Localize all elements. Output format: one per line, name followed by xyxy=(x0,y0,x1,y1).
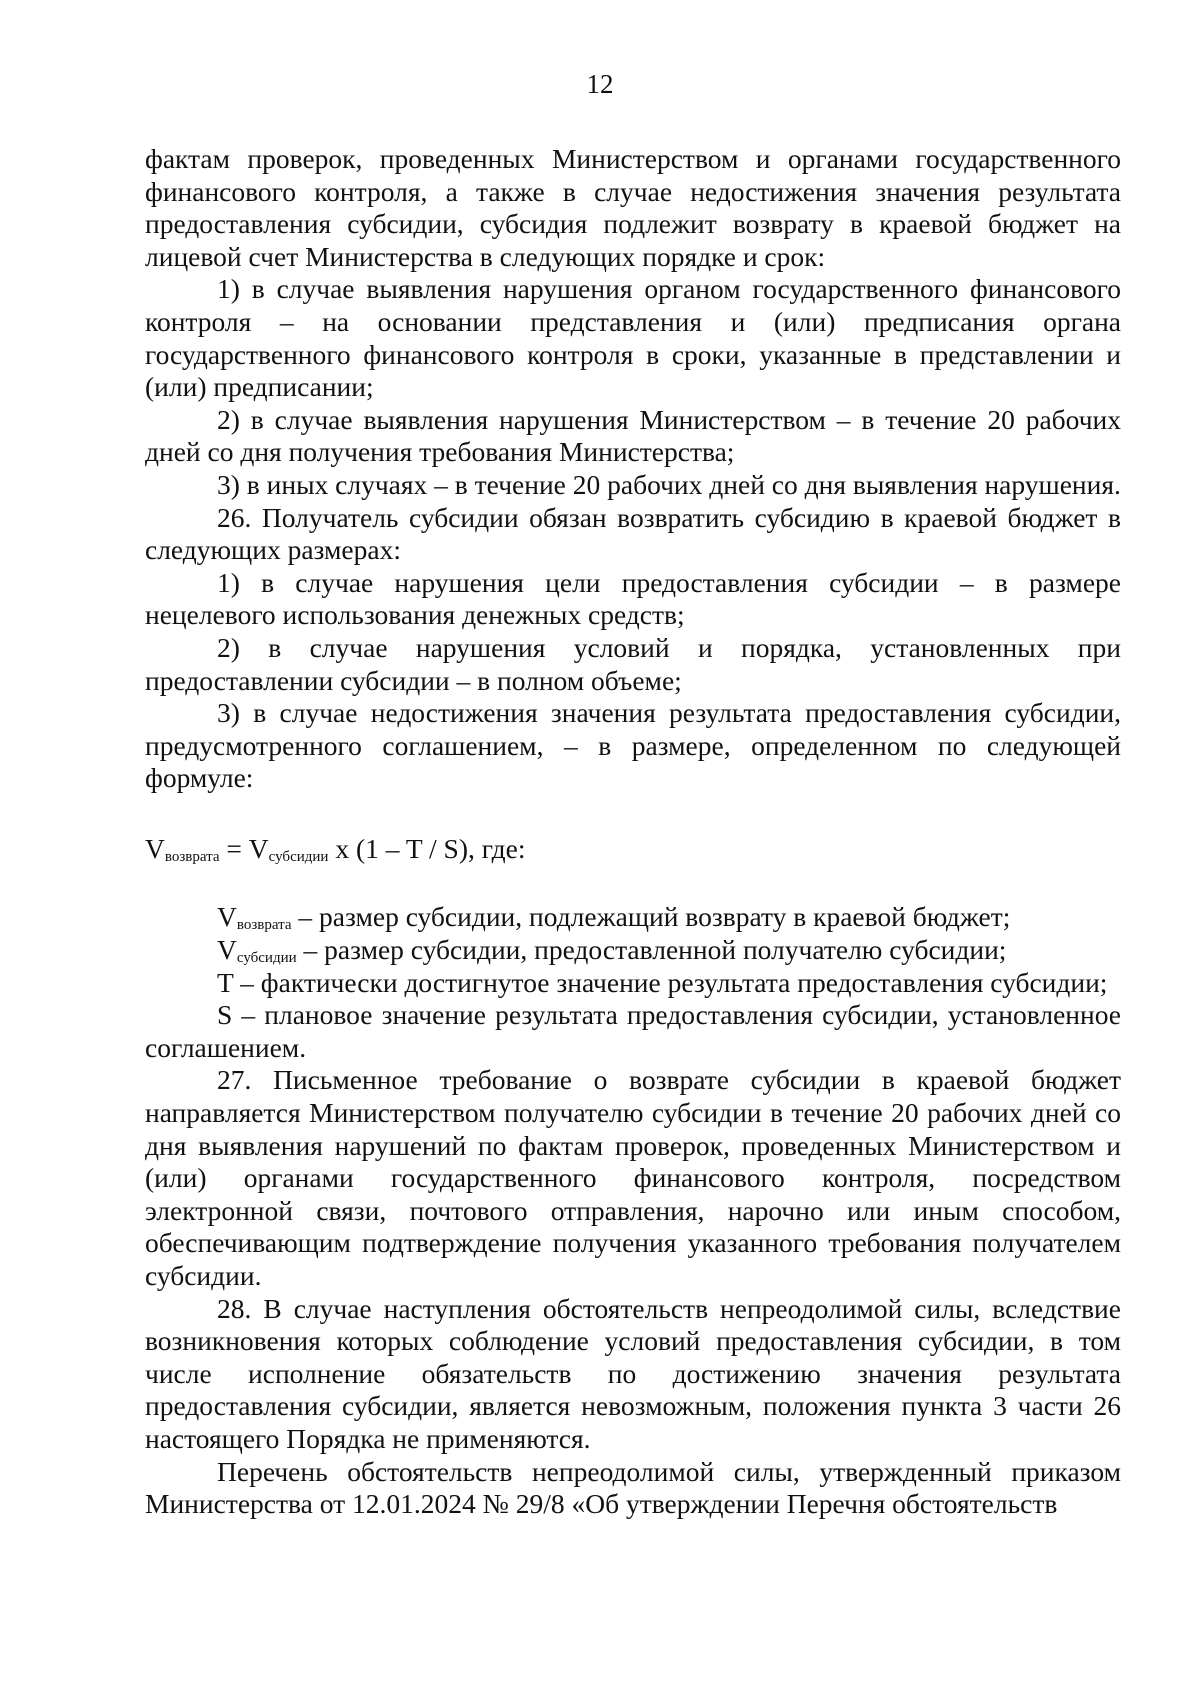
formula-sub-return: возврата xyxy=(164,848,220,865)
formula-v-return: V xyxy=(145,832,165,864)
definition-text: – размер субсидии, предоставленной получателю субсидии; xyxy=(296,934,1007,966)
paragraph: Перечень обстоятельств непреодолимой силы, утвержденный приказом Министерства от 12.01.2024 № 29/8 «Об утверждении Перечня обстоятельств xyxy=(145,1455,1121,1520)
paragraph-26: 26. Получатель субсидии обязан возвратить субсидию в краевой бюджет в следующих размерах: xyxy=(145,501,1121,566)
formula-equals: = xyxy=(219,832,249,864)
definition-subscript: возврата xyxy=(236,917,292,934)
formula xyxy=(145,833,1121,866)
definition-v-subsidy xyxy=(145,934,1121,967)
list-item: 2) в случае нарушения условий и порядка, установленных при предоставлении субсидии – в полном объеме; xyxy=(145,631,1121,696)
paragraph-28: 28. В случае наступления обстоятельств непреодолимой силы, вследствие возникновения которых соблюдение условий предоставления субсидии, в том числе исполнение обязательств по достижению значения результата предоставления субсидии, является невозможным, положения пункта 3 части 26 настоящего Порядка не применяются. xyxy=(145,1292,1121,1454)
definition-subscript: субсидии xyxy=(236,950,297,967)
definition-v-return xyxy=(145,901,1121,934)
formula-rest: x (1 – T / S), где: xyxy=(328,832,526,864)
list-item: 1) в случае выявления нарушения органом государственного финансового контроля – на основании представления и (или) предписания органа государственного финансового контроля в сроки, указанные в представлении и (или) предписании; xyxy=(145,273,1121,403)
page-number: 12 xyxy=(586,69,614,99)
definition-t: T – фактически достигнутое значение результата предоставления субсидии; xyxy=(217,966,1108,998)
list-item: 2) в случае выявления нарушения Министерством – в течение 20 рабочих дней со дня получения требования Министерства; xyxy=(145,403,1121,468)
definition-text: – размер субсидии, подлежащий возврату в краевой бюджет; xyxy=(291,901,1011,933)
formula-v-subsidy: V xyxy=(248,832,269,864)
paragraph: фактам проверок, проведенных Министерством и органами государственного финансового контроля, а также в случае недостижения значения результата предоставления субсидии, субсидия подлежит возврату в краевой бюджет на лицевой счет Министерства в следующих порядке и срок: xyxy=(145,143,1121,272)
formula-sub-subsidy: субсидии xyxy=(268,848,329,865)
definition-symbol: V xyxy=(217,901,237,933)
definition-s: S – плановое значение результата предоставления субсидии, установленное соглашением. xyxy=(145,999,1121,1063)
document-body xyxy=(145,143,1121,1521)
list-item: 3) в случае недостижения значения результата предоставления субсидии, предусмотренного соглашением, – в размере, определенном по следующей формуле: xyxy=(145,697,1121,794)
list-item: 1) в случае нарушения цели предоставления субсидии – в размере нецелевого использования денежных средств; xyxy=(145,566,1121,631)
list-item: 3) в иных случаях – в течение 20 рабочих дней со дня выявления нарушения. xyxy=(217,468,1121,500)
paragraph-27: 27. Письменное требование о возврате субсидии в краевой бюджет направляется Министерством получателю субсидии в течение 20 рабочих дней со дня выявления нарушений по фактам проверок, проведенных Министерством и (или) органами государственного финансового контроля, посредством электронной связи, почтового отправления, нарочно или иным способом, обеспечивающим подтверждение получения указанного требования получателем субсидии. xyxy=(145,1064,1121,1291)
definition-symbol: V xyxy=(217,934,237,966)
